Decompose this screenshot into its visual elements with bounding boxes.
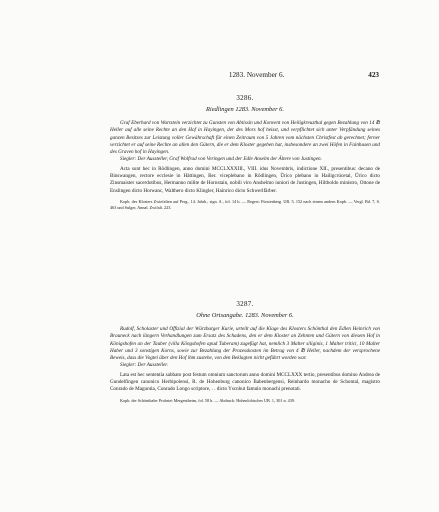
page-header <box>110 71 379 79</box>
regest-summary: Rudolf, Scholaster und Offizial der Würzburger Kurie, urteilt auf die Klage des Klosters Schönthal den Edlen Heinrich von Brauneck nach längern Verhandlungen zum Ersatz des Schadens, den er dem Kloster an Zehnten und Gütern von diesem Hof in Königshofen an der Tauber (villa Kŏngshofen apud Tuberam) zugefügt hat, nemlich 3 Malter siliginis, 1 Malter tritici, 10 Malter Haber und 3 sonstigen Korns, sowie zur Bezahlung der Prozesskosten im Betrag von 4 ℔ Heller, nachdem der versprochene Beweis, dass die Vogtei über den Hof ihm zustehe, von den Beklagten nicht geführt worden war. <box>110 326 380 362</box>
source-note: Kopb. des Klosters Zwiefalten auf Perg., 14. Jahrh., sign. A., fol. 14 b. — Regest: Fürstenberg. UB. 5, 152 nach einem andern Kopb. — Vergl. Bd. 7, S. 463 und Sulger, Annal. Zwifalt. 223. <box>110 198 380 210</box>
document-number: 3286. <box>236 94 254 102</box>
place-date: Ohne Ortsangabe. 1283. November 6. <box>196 312 294 319</box>
siegler-line: Siegler: Der Aussteller, Graf Wolfrad von Veringen und der Edle Anselm der Ältere von Justingen. <box>120 156 322 163</box>
source-note: Kopb. der Schönthaler Probstei Mergentheim, fol. 58 b. — Abdruck: Hohenlohisches UB. 1, 301 n. 439. <box>120 397 295 403</box>
document-entry-3287 <box>110 300 380 403</box>
charter-text: Acta sunt hec in Rŏdlingen, anno domini MCCLXXXIII., VIII. idus Novembris, indictione XII., presentibus: decano de Binswangen, rectore ecclesie in Hättingen, Ber. viceplebano in Rŏdlingen, Ŭrico plebano in Hailigcrúcetal, Ŭrico dicto Zinsmaister sacerdotibus, Hermanno milite de Hornstain, nobili viro Anshelmo iuniori de Justingen, Hiltboldo ministro, Ottone de Enslingen dicto Horwanc, Walthero dicto Klingler, Hainrico dicto Schwerlfärber. <box>110 165 380 194</box>
header-title: 1283. November 6. <box>228 71 285 79</box>
page-number: 423 <box>368 71 379 79</box>
place-date: Riedlingen 1283. November 6. <box>206 106 284 113</box>
charter-text: Lata est hec sententia sabbato post festum omnium sanctorum anno domini MCCLXXX tertio, presentibus domino Andrea de Gundelfingen canonico Herbipolensi, R. de Hohenburg canonico Babenbergensi, Reinhardo monacho de Schontal, magistro Conrado de Maguntia, Conrado Longo scriptore, . . dicto Yscnhut famulo monachi prenotati. <box>110 371 380 393</box>
siegler-line: Siegler: Der Aussteller. <box>120 362 169 369</box>
document-number: 3287. <box>236 300 254 308</box>
document-entry-3286 <box>110 94 380 211</box>
regest-summary: Graf Eberhard von Wartstein verzichtet zu Gunsten von Abtissin und Konvent von Heiligkreuzthal gegen Bezahlung von 14 ℔ Heller auf alle seine Rechte an den Hof in Hayingen, der des Mors hof heisst, und verpflichtet sich unter Verpfändung seines ganzen Besitzes zur Leistung voller Gewährschaft für einen Zeitraum von 5 Jahren vom nächsten Christfest ab gerechnet; ferner verzichtet er auf seine Rechte an allen den Gütern, die er dem Kloster gegeben hat, insbesondere an zwei Höfen in Fainhusen und des Graven hof in Hayingen. <box>110 120 380 156</box>
